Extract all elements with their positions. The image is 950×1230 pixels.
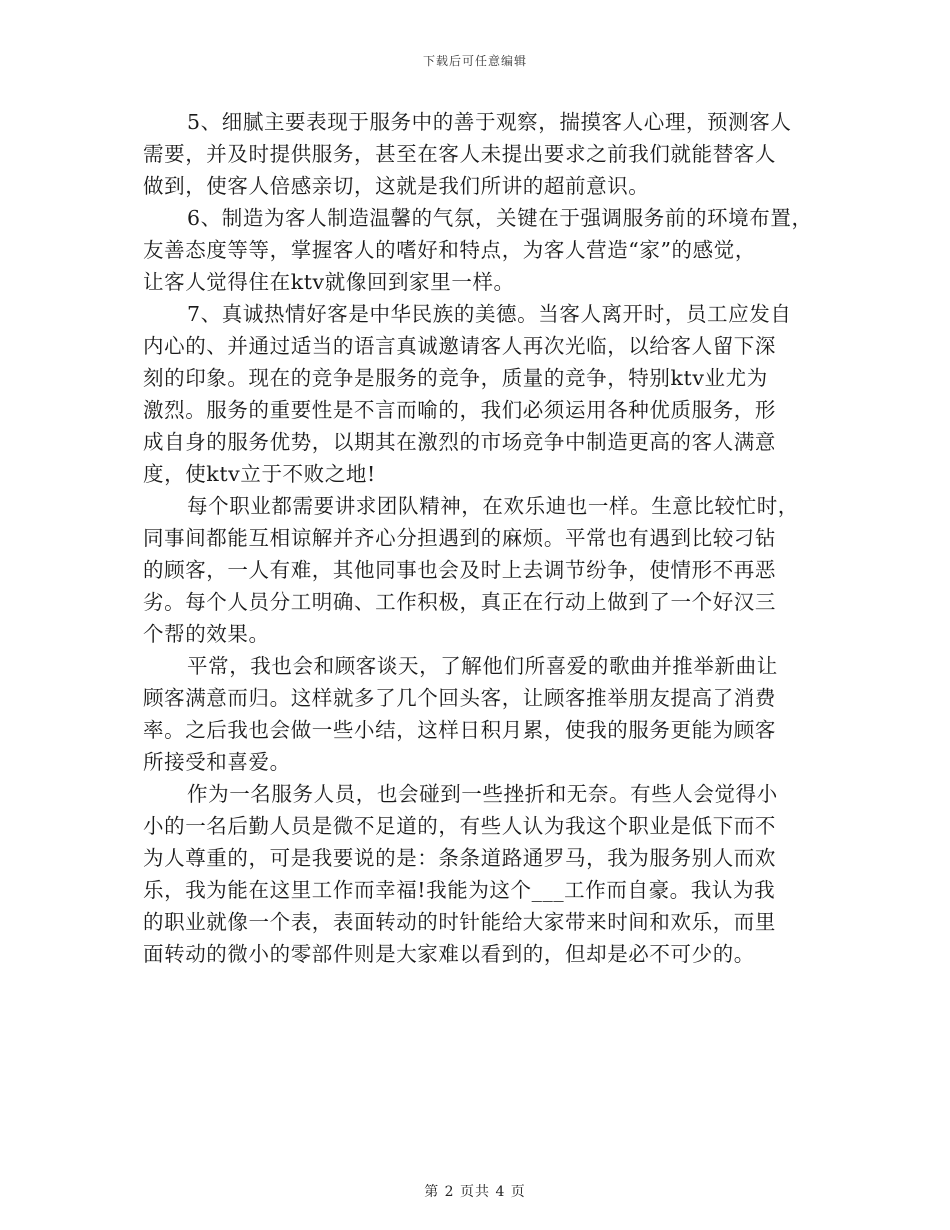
text-line: 所接受和喜爱。 — [143, 750, 291, 774]
text-line: 让客人觉得住在ktv就像回到家里一样。 — [143, 270, 515, 294]
text-line: 6、制造为客人制造温馨的气氛，关键在于强调服务前的环境布置， — [187, 206, 813, 230]
document-body — [143, 106, 813, 970]
text-line: 乐，我为能在这里工作而幸福!我能为这个___工作而自豪。我认为我 — [143, 878, 776, 902]
text-line: 刻的印象。现在的竞争是服务的竞争，质量的竞争，特别ktv业尤为 — [143, 366, 768, 390]
text-line: 5、细腻主要表现于服务中的善于观察，揣摸客人心理，预测客人 — [187, 110, 792, 134]
paragraph-5 — [143, 650, 807, 778]
text-line: 每个职业都需要讲求团队精神，在欢乐迪也一样。生意比较忙时， — [187, 494, 799, 518]
text-line: 度，使ktv立于不败之地! — [143, 462, 376, 486]
page-footer: 第 2 页共 4 页 — [424, 1184, 526, 1200]
text-line: 需要，并及时提供服务，甚至在客人未提出要求之前我们就能替客人 — [143, 142, 776, 166]
text-line: 内心的、并通过适当的语言真诚邀请客人再次光临，以给客人留下深 — [143, 334, 776, 358]
text-line: 劣。每个人员分工明确、工作积极，真正在行动上做到了一个好汉三 — [143, 590, 776, 614]
paragraph-2 — [143, 202, 813, 298]
text-line: 激烈。服务的重要性是不言而喻的，我们必须运用各种优质服务，形 — [143, 398, 776, 422]
text-line: 的职业就像一个表，表面转动的时针能给大家带来时间和欢乐，而里 — [143, 910, 776, 934]
text-line: 为人尊重的，可是我要说的是：条条道路通罗马，我为服务别人而欢 — [143, 846, 776, 870]
text-line: 小的一名后勤人员是微不足道的，有些人认为我这个职业是低下而不 — [143, 814, 776, 838]
paragraph-4 — [143, 490, 807, 650]
text-line: 顾客满意而归。这样就多了几个回头客，让顾客推举朋友提高了消费 — [143, 686, 776, 710]
text-line: 友善态度等等，掌握客人的嗜好和特点，为客人营造“家”的感觉， — [143, 238, 756, 262]
text-line: 同事间都能互相谅解并齐心分担遇到的麻烦。平常也有遇到比较刁钻 — [143, 526, 776, 550]
text-line: 作为一名服务人员，也会碰到一些挫折和无奈。有些人会觉得小 — [187, 782, 778, 806]
paragraph-3 — [143, 298, 807, 490]
text-line: 个帮的效果。 — [143, 622, 270, 646]
text-line: 面转动的微小的零部件则是大家难以看到的，但却是必不可少的。 — [143, 942, 755, 966]
text-line: 7、真诚热情好客是中华民族的美德。当客人离开时，员工应发自 — [187, 302, 792, 326]
text-line: 的顾客，一人有难，其他同事也会及时上去调节纷争，使情形不再恶 — [143, 558, 776, 582]
paragraph-6 — [143, 778, 807, 970]
text-line: 成自身的服务优势，以期其在激烈的市场竞争中制造更高的客人满意 — [143, 430, 776, 454]
text-line: 率。之后我也会做一些小结，这样日积月累，使我的服务更能为顾客 — [143, 718, 776, 742]
text-line: 做到，使客人倍感亲切，这就是我们所讲的超前意识。 — [143, 174, 650, 198]
text-line: 平常，我也会和顾客谈天，了解他们所喜爱的歌曲并推举新曲让 — [187, 654, 778, 678]
paragraph-1 — [143, 106, 807, 202]
page-header: 下载后可任意编辑 — [422, 54, 527, 68]
